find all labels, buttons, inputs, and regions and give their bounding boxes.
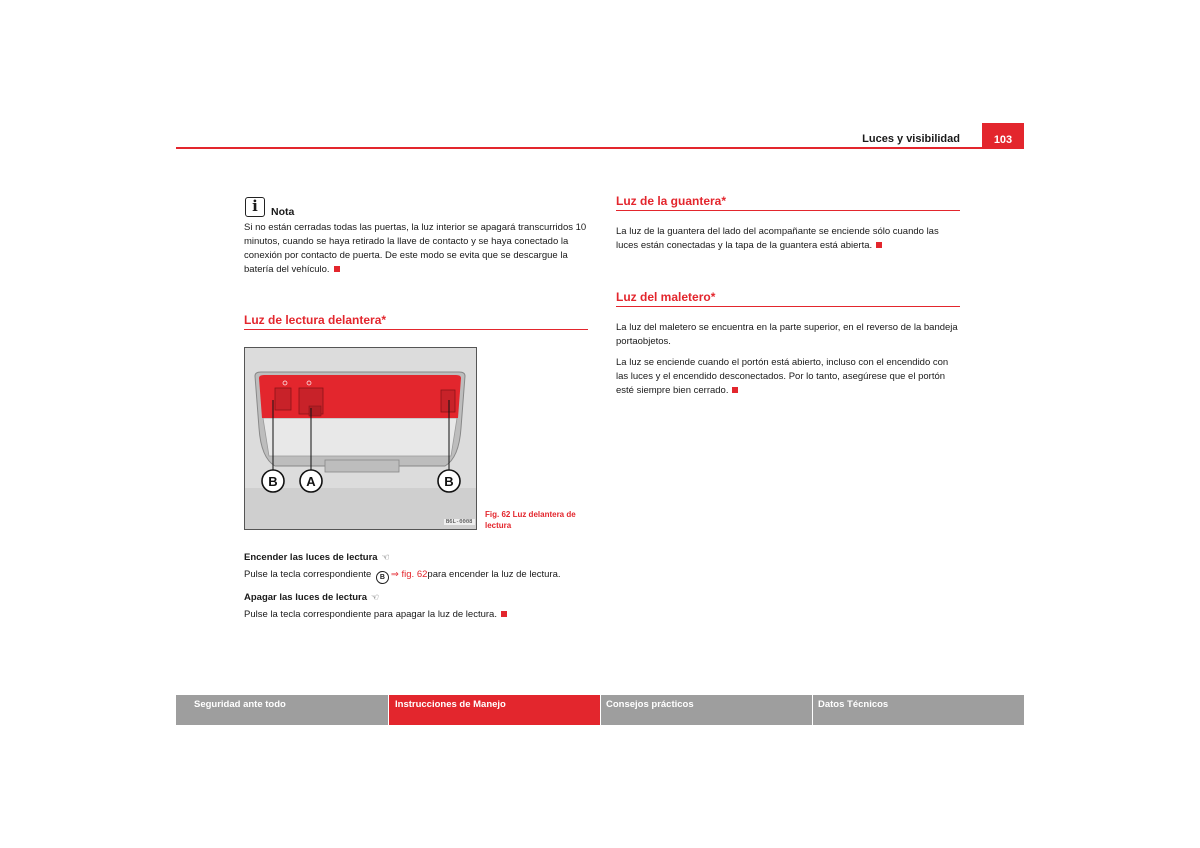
- heading-rule: [616, 306, 960, 307]
- end-mark: [732, 387, 738, 393]
- label-b-left: B: [268, 474, 278, 489]
- header-rule: [176, 147, 1024, 149]
- figure-code: B6L-0008: [446, 519, 473, 525]
- trunk-body-2: La luz se enciende cuando el portón está abierto, incluso con el encendido con las luces y el encendido desconectados. Por lo tanto, asegúrese que el portón esté siempre bien cerrado.: [616, 357, 949, 396]
- note-title: Nota: [271, 206, 295, 218]
- figure-62: [244, 347, 477, 530]
- trunk-heading: Luz del maletero*: [616, 290, 716, 304]
- turn-on-subhead: [244, 552, 390, 563]
- tab-seguridad[interactable]: Seguridad ante todo: [176, 695, 388, 725]
- hand-pointer-icon: ☜: [371, 592, 380, 602]
- turn-on-text-before: Pulse la tecla correspondiente: [244, 569, 372, 580]
- page-number: 103: [982, 123, 1024, 148]
- note-body: Si no están cerradas todas las puertas, la luz interior se apagará transcurridos 10 minutos, cuando se haya retirado la llave de contacto y se haya conectado la conexión por contacto de puerta. De este modo se evita que se descargue la batería del vehículo.: [244, 222, 587, 275]
- end-mark: [334, 266, 340, 272]
- heading-rule: [244, 329, 588, 330]
- turn-off-subhead: [244, 592, 379, 603]
- hand-pointer-icon: ☜: [381, 552, 390, 562]
- glovebox-heading: Luz de la guantera*: [616, 194, 727, 208]
- label-a: A: [306, 474, 316, 489]
- section-title: Luces y visibilidad: [862, 133, 960, 145]
- turn-off-body: Pulse la tecla correspondiente para apagar la luz de lectura.: [244, 609, 497, 620]
- label-b-right-icon: [438, 470, 460, 492]
- tab-instrucciones[interactable]: Instrucciones de Manejo: [389, 695, 600, 725]
- glovebox-text: [616, 225, 961, 253]
- note-text: [244, 221, 589, 277]
- reading-light-heading: Luz de lectura delantera*: [244, 313, 387, 327]
- trunk-text-1: La luz del maletero se encuentra en la parte superior, en el reverso de la bandeja portaobjetos.: [616, 322, 958, 347]
- heading-rule: [616, 210, 960, 211]
- button-b-icon: B: [376, 571, 389, 584]
- label-b-left-icon: [262, 470, 284, 492]
- turn-on-subhead-text: Encender las luces de lectura: [244, 552, 378, 563]
- figure-link[interactable]: ⇒ fig. 62: [390, 569, 428, 580]
- label-b-right: B: [444, 474, 454, 489]
- trunk-text-2: [616, 356, 961, 398]
- label-a-icon: [300, 470, 322, 492]
- tab-consejos[interactable]: Consejos prácticos: [601, 695, 812, 725]
- tab-datos[interactable]: Datos Técnicos: [813, 695, 1024, 725]
- info-icon: i: [245, 197, 265, 217]
- reading-light-illustration: [245, 348, 476, 529]
- turn-on-text: [244, 568, 589, 584]
- turn-off-subhead-text: Apagar las luces de lectura: [244, 592, 368, 603]
- end-mark: [501, 611, 507, 617]
- turn-off-text: [244, 608, 589, 622]
- glovebox-body: La luz de la guantera del lado del acompañante se enciende sólo cuando las luces están conectadas y la tapa de la guantera está abierta.: [616, 226, 939, 251]
- figure-caption: Fig. 62 Luz delantera de lectura: [485, 510, 576, 530]
- turn-on-text-after: para encender la luz de lectura.: [427, 569, 561, 580]
- end-mark: [876, 242, 882, 248]
